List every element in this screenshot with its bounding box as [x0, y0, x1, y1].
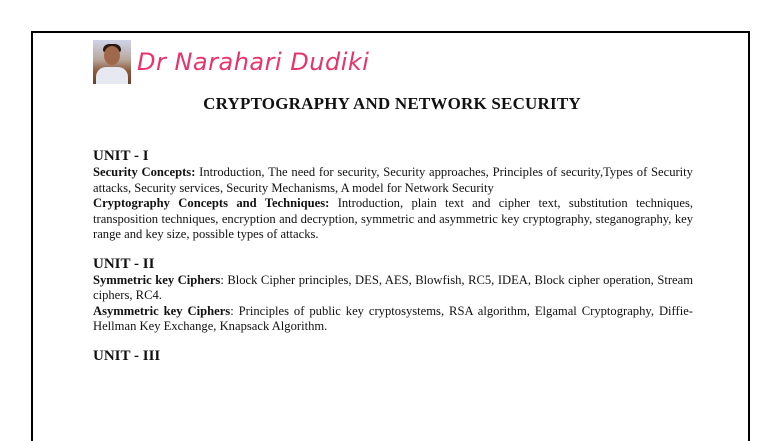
topic-paragraph — [93, 165, 693, 196]
topic-paragraph — [93, 304, 693, 335]
author-name: Dr Narahari Dudiki — [137, 48, 370, 76]
document-title: CRYPTOGRAPHY AND NETWORK SECURITY — [203, 94, 581, 113]
unit-heading: UNIT - II — [93, 255, 155, 272]
topic-paragraph — [93, 196, 693, 243]
author-photo — [93, 40, 131, 84]
topic-text: Introduction, plain text and cipher text, substitution techniques, transposition techniques, encryption and decryption, symmetric and asymmetric key cryptography, steganography, key range and key size, possible types of attacks. — [93, 196, 693, 241]
topic-term: Security Concepts: — [93, 165, 196, 179]
syllabus-content — [93, 148, 693, 365]
topic-paragraph — [93, 273, 693, 304]
topic-term: Asymmetric key Ciphers — [93, 303, 231, 318]
unit-heading: UNIT - I — [93, 148, 149, 164]
topic-term: Symmetric key Ciphers — [93, 272, 221, 287]
unit-heading: UNIT - III — [93, 347, 161, 364]
topic-term: Cryptography Concepts and Techniques: — [93, 196, 330, 210]
topic-text: : Principles of public key cryptosystems, RSA algorithm, Elgamal Cryptography, Diffie-Hellman Key Exchange, Knapsack Algorithm. — [93, 303, 693, 333]
topic-text: Introduction, The need for security, Security approaches, Principles of security,Types of Security attacks, Security services, Security Mechanisms, A model for Network Security — [93, 165, 693, 195]
topic-text: : Block Cipher principles, DES, AES, Blowfish, RC5, IDEA, Block cipher operation, Stream ciphers, RC4. — [93, 272, 693, 302]
document-header — [93, 40, 369, 84]
